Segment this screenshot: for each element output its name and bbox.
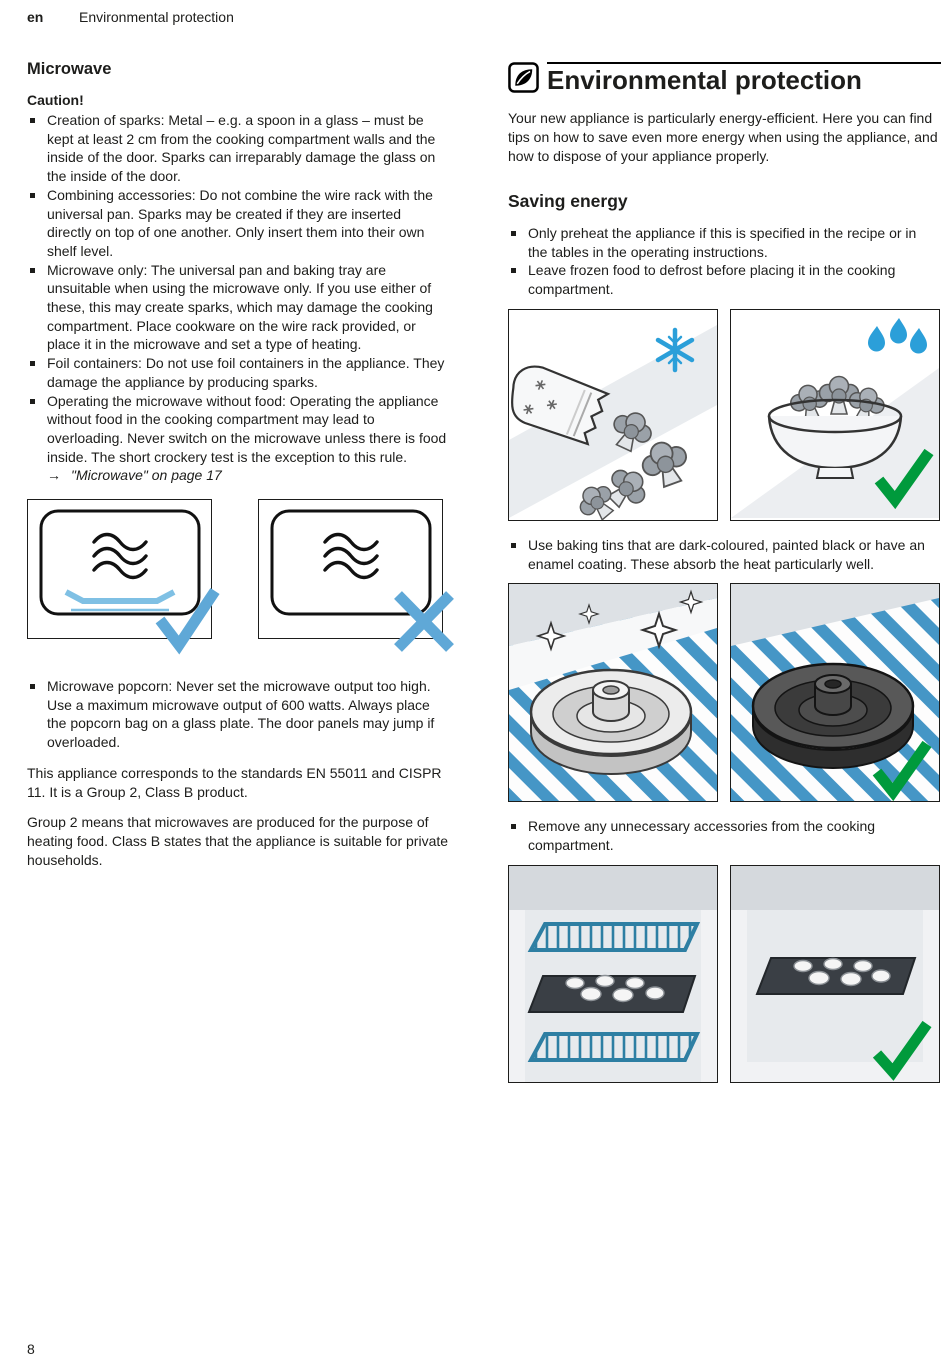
right-column bbox=[508, 62, 941, 1098]
microwave-figures bbox=[27, 499, 455, 639]
figure-microwave-forbidden bbox=[258, 499, 443, 639]
dark-tin-illustration bbox=[731, 584, 939, 801]
caution-label: Caution! bbox=[27, 92, 84, 108]
blue-cross-icon bbox=[398, 595, 450, 648]
chapter-heading bbox=[508, 62, 941, 95]
section-title-saving-energy: Saving energy bbox=[508, 191, 628, 211]
accessories-illustration bbox=[509, 866, 717, 1082]
arrow-icon: → bbox=[47, 467, 61, 484]
bullet-text: Creation of sparks: Metal – e.g. a spoon in a glass – must be kept at least 2 cm from the cooking compartment walls and the inside of the door. Sparks can irreparably damage the glass on the inside of the door. bbox=[47, 112, 436, 185]
microwave-rack-allowed-illustration bbox=[28, 500, 213, 640]
chapter-title: Environmental protection bbox=[547, 65, 862, 95]
blue-checkmark-icon bbox=[160, 591, 215, 645]
language-code: en bbox=[27, 9, 44, 25]
accessories-figures bbox=[508, 865, 941, 1083]
microwave-forbidden-illustration bbox=[259, 500, 444, 640]
wire-rack bbox=[531, 924, 697, 950]
bullet-marker bbox=[30, 118, 35, 123]
frozen-food-illustration bbox=[509, 310, 717, 520]
accessories-list bbox=[508, 817, 941, 854]
defrost-figures bbox=[508, 309, 941, 521]
bullet-marker bbox=[511, 543, 516, 548]
bullet-text: Leave frozen food to defrost before placing it in the cooking compartment. bbox=[528, 262, 896, 298]
cross-reference bbox=[47, 466, 447, 485]
chapter-title-rule bbox=[547, 62, 941, 95]
baking-tin-figures bbox=[508, 583, 941, 802]
bullet-text: Remove any unnecessary accessories from the cooking compartment. bbox=[528, 818, 876, 853]
bullet-marker bbox=[30, 399, 35, 404]
single-tray-illustration bbox=[731, 866, 939, 1082]
defrosted-food-illustration bbox=[731, 310, 939, 520]
left-column bbox=[27, 60, 455, 869]
list-item bbox=[27, 354, 455, 391]
water-drops-icon bbox=[868, 318, 927, 354]
bullet-marker bbox=[30, 684, 35, 689]
shiny-baking-tin bbox=[531, 670, 691, 774]
list-item bbox=[27, 392, 455, 486]
page-number: 8 bbox=[27, 1341, 35, 1357]
bullet-text: Microwave only: The universal pan and baking tray are unsuitable when using the microwave only. If you use either of these, this may create sparks, which may damage the cooking compartment. Place cookware on the wire rack provided, or place it in the microwave and set a type of heating. bbox=[47, 261, 433, 353]
bullet-marker bbox=[30, 268, 35, 273]
list-item bbox=[27, 677, 455, 752]
bullet-marker bbox=[30, 361, 35, 366]
bullet-text: Combining accessories: Do not combine the wire rack with the universal pan. Sparks may be created if they are inserted directly on top of one another. Only insert them into their own shelf level. bbox=[47, 186, 433, 259]
standards-paragraph: This appliance corresponds to the standards EN 55011 and CISPR 11. It is a Group 2, Class B product. bbox=[27, 764, 442, 800]
bullet-marker bbox=[30, 193, 35, 198]
section-title-microwave: Microwave bbox=[27, 60, 112, 78]
bullet-marker bbox=[511, 268, 516, 273]
list-item bbox=[27, 186, 455, 261]
cross-reference-text: "Microwave" on page 17 bbox=[71, 467, 222, 484]
figure-accessories-in-oven bbox=[508, 865, 718, 1083]
list-item bbox=[508, 261, 941, 298]
wire-rack-tray-icon bbox=[66, 592, 174, 610]
list-item bbox=[27, 111, 455, 186]
chapter-intro: Your new appliance is particularly energy-efficient. Here you can find tips on how to save even more energy when using the appliance, and how to dispose of your appliance properly. bbox=[508, 110, 938, 164]
popcorn-list bbox=[27, 677, 455, 752]
figure-shiny-tin bbox=[508, 583, 718, 802]
bullet-text: Microwave popcorn: Never set the microwave output too high. Use a maximum microwave output of 600 watts. Always place the popcorn bag on a glass plate. The door panels may jump if overloaded. bbox=[47, 678, 435, 751]
list-item bbox=[508, 817, 941, 854]
dark-baking-tin bbox=[753, 664, 913, 768]
figure-dark-tin-allowed bbox=[730, 583, 940, 802]
leaf-icon bbox=[508, 62, 539, 93]
tins-list bbox=[508, 536, 941, 573]
bullet-text: Use baking tins that are dark-coloured, painted black or have an enamel coating. These absorb the heat particularly well. bbox=[528, 536, 925, 572]
microwave-waves-icon bbox=[325, 535, 377, 578]
list-item bbox=[508, 536, 941, 573]
microwave-waves-icon bbox=[94, 535, 146, 578]
bullet-marker bbox=[511, 824, 516, 829]
figure-frozen-food bbox=[508, 309, 718, 521]
shiny-tin-illustration bbox=[509, 584, 717, 801]
chapter-breadcrumb: Environmental protection bbox=[79, 9, 234, 25]
page-header bbox=[27, 9, 234, 25]
caution-list bbox=[27, 111, 455, 485]
saving-energy-list bbox=[508, 224, 941, 299]
figure-defrosted-food-allowed bbox=[730, 309, 940, 521]
bullet-text: Only preheat the appliance if this is specified in the recipe or in the tables in the operating instructions. bbox=[528, 225, 917, 260]
bullet-text: Foil containers: Do not use foil containers in the appliance. They damage the appliance by producing sparks. bbox=[47, 355, 445, 390]
wire-rack bbox=[531, 1034, 697, 1060]
list-item bbox=[27, 261, 455, 355]
figure-microwave-rack-allowed bbox=[27, 499, 212, 639]
group-paragraph: Group 2 means that microwaves are produced for the purpose of heating food. Class B states that the appliance is suitable for private households. bbox=[27, 814, 449, 868]
figure-single-tray-allowed bbox=[730, 865, 940, 1083]
list-item bbox=[508, 224, 941, 261]
bullet-text: Operating the microwave without food: Operating the appliance without food in the cooking compartment may lead to overloading. Never switch on the microwave unless there is food inside. The short crockery test is the exception to this rule. bbox=[47, 392, 447, 465]
bullet-marker bbox=[511, 231, 516, 236]
